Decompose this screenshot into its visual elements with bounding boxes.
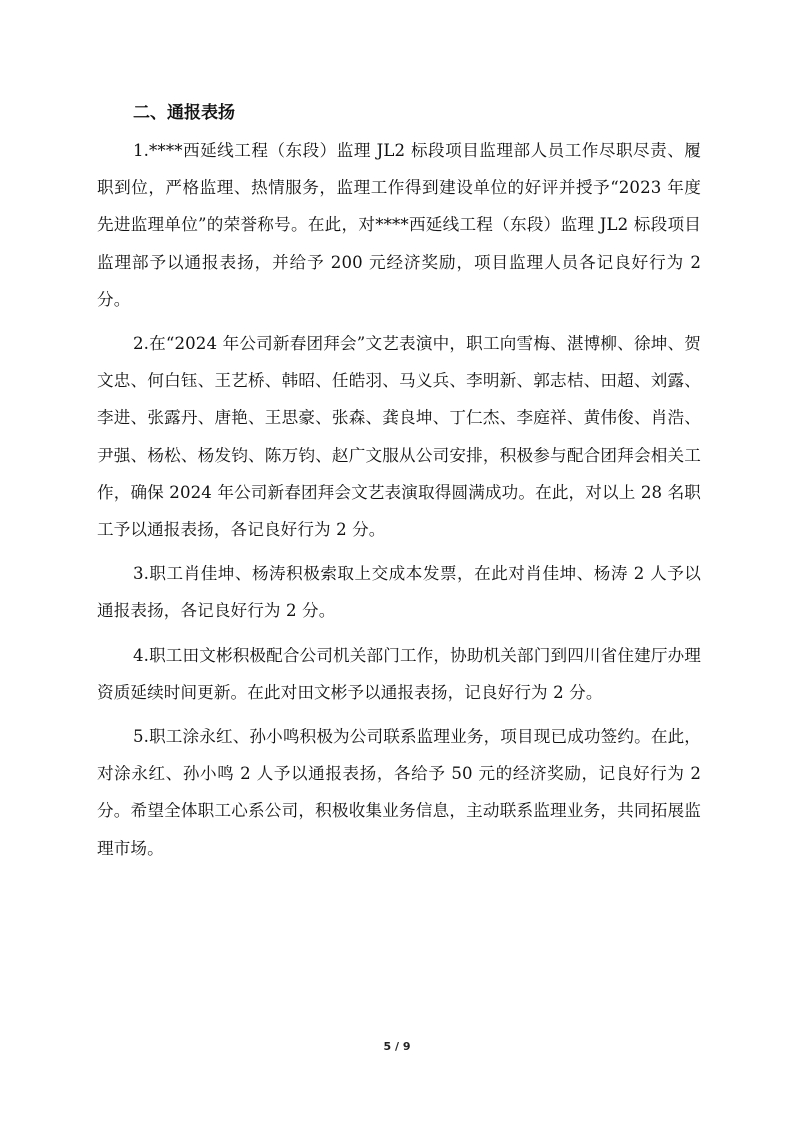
paragraph-2: 2.在“2024 年公司新春团拜会”文艺表演中，职工向雪梅、湛博柳、徐坤、贺文忠、何白钰、王艺桥、韩昭、任皓羽、马义兵、李明新、郭志桔、田超、刘露、李进、张露丹、唐艳、王思豪、张森、龚良坤、丁仁杰、李庭祥、黄伟俊、肖浩、尹强、杨松、杨发钧、陈万钧、赵广文服从公司安排，积极参与配合团拜会相关工作，确保 2024 年公司新春团拜会文艺表演取得圆满成功。在此，对以上 28 名职工予以通报表扬，各记良好行为 2 分。: [97, 334, 701, 540]
section-heading: 二、通报表扬: [133, 103, 235, 123]
document-body: [97, 99, 701, 874]
paragraph-5: 5.职工涂永红、孙小鸣积极为公司联系监理业务，项目现已成功签约。在此，对涂永红、孙小鸣 2 人予以通报表扬，各给予 50 元的经济奖励，记良好行为 2 分。希望全体职工心系公司，积极收集业务信息，主动联系监理业务，共同拓展监理市场。: [97, 727, 701, 858]
page-number: 5 / 9: [383, 1040, 411, 1053]
paragraph-3: 3.职工肖佳坤、杨涛积极索取上交成本发票，在此对肖佳坤、杨涛 2 人予以通报表扬，各记良好行为 2 分。: [97, 564, 701, 621]
paragraph-4: 4.职工田文彬积极配合公司机关部门工作，协助机关部门到四川省住建厅办理资质延续时间更新。在此对田文彬予以通报表扬，记良好行为 2 分。: [97, 645, 701, 702]
paragraph-1: 1.****西延线工程（东段）监理 JL2 标段项目监理部人员工作尽职尽责、履职到位，严格监理、热情服务，监理工作得到建设单位的好评并授予“2023 年度先进监理单位”的荣誉称号。在此，对****西延线工程（东段）监理 JL2 标段项目监理部予以通报表扬，并给予 200 元经济奖励，项目监理人员各记良好行为 2 分。: [97, 141, 701, 309]
